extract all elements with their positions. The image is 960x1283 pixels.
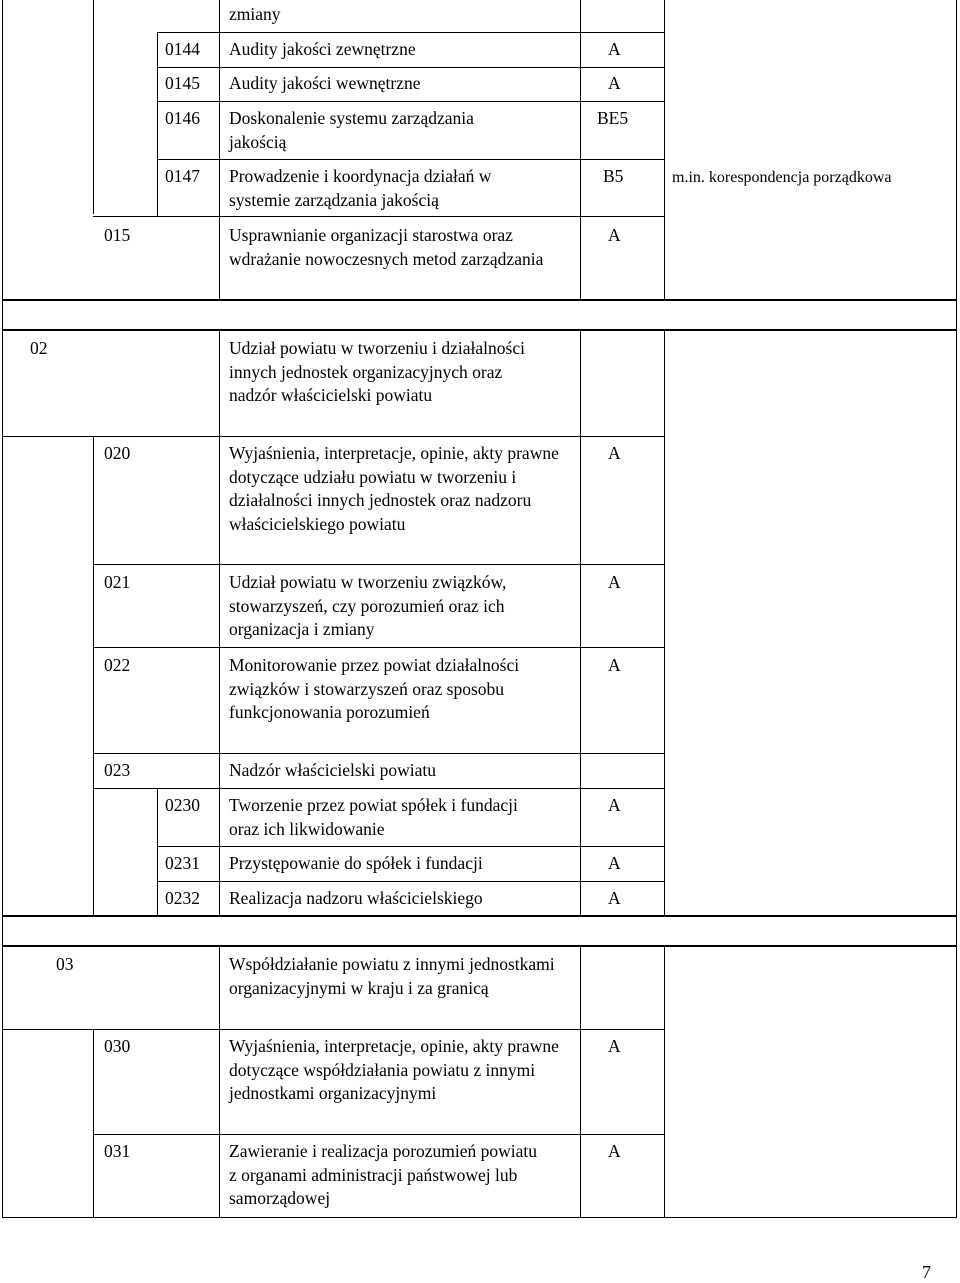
row-code: 020: [104, 443, 131, 463]
row-category: B5: [603, 166, 624, 186]
table-row-line: [157, 101, 665, 102]
table-divider: [580, 0, 581, 300]
table-divider: [93, 1029, 94, 1218]
table-divider: [93, 436, 94, 916]
row-category: A: [608, 655, 621, 675]
table-divider: [664, 946, 665, 1218]
row-code: 022: [104, 655, 131, 675]
table-row-line: [93, 753, 665, 754]
table-row-line: [157, 846, 665, 847]
row-category: A: [608, 225, 621, 245]
row-desc: Przystępowanie do spółek i fundacji: [229, 853, 483, 873]
table-row-line: [93, 647, 665, 648]
table-row-line: [2, 1029, 665, 1030]
row-category: A: [608, 39, 621, 59]
row-desc: Udział powiatu w tworzeniu związków, stowarzyszeń, czy porozumień oraz ich organizacja i zmiany: [229, 572, 507, 639]
row-code: 02: [30, 338, 48, 358]
row-code: 031: [104, 1141, 131, 1161]
row-desc: Audity jakości wewnętrzne: [229, 73, 421, 93]
row-desc: Realizacja nadzoru właścicielskiego: [229, 888, 483, 908]
row-category: A: [608, 443, 621, 463]
row-category: BE5: [597, 108, 629, 128]
table-divider: [580, 330, 581, 916]
table-row-line: [157, 159, 665, 160]
row-code: 0146: [165, 108, 200, 128]
table-divider: [93, 0, 94, 214]
table-divider: [219, 0, 220, 300]
table-divider: [157, 788, 158, 916]
row-code: 030: [104, 1036, 131, 1056]
row-code: 015: [104, 225, 131, 245]
row-note: m.in. korespondencja porządkowa: [672, 169, 892, 186]
row-code: 0145: [165, 73, 200, 93]
table-divider: [664, 330, 665, 916]
page-number: 7: [922, 1262, 931, 1282]
row-category: A: [608, 73, 621, 93]
row-desc: Wyjaśnienia, interpretacje, opinie, akty prawne dotyczące współdziałania powiatu z innymi jednostkami organizacyjnymi: [229, 1036, 559, 1103]
row-desc: Udział powiatu w tworzeniu i działalności innych jednostek organizacyjnych oraz nadzór właścicielski powiatu: [229, 338, 525, 405]
table-divider: [580, 946, 581, 1218]
row-category: A: [608, 853, 621, 873]
row-category: A: [608, 795, 621, 815]
row-code: 021: [104, 572, 131, 592]
section-separator: [2, 300, 957, 330]
table-row-line: [93, 788, 665, 789]
table-row-line: [157, 881, 665, 882]
row-code: 0144: [165, 39, 200, 59]
row-code: 0231: [165, 853, 200, 873]
row-category: A: [608, 1036, 621, 1056]
table-row-line: [93, 1134, 665, 1135]
row-code: 0232: [165, 888, 200, 908]
row-category: A: [608, 888, 621, 908]
table-row-line: [157, 32, 665, 33]
table-row-line: [2, 436, 665, 437]
row-desc: Zawieranie i realizacja porozumień powiatu z organami administracji państwowej lub samorządowej: [229, 1141, 538, 1208]
row-desc: zmiany: [229, 4, 281, 24]
row-desc: Nadzór właścicielski powiatu: [229, 760, 437, 780]
row-desc: Doskonalenie systemu zarządzania jakością: [229, 108, 474, 152]
section-separator: [2, 916, 957, 946]
row-code: 0230: [165, 795, 200, 815]
row-desc: Audity jakości zewnętrzne: [229, 39, 416, 59]
table-divider: [157, 32, 158, 216]
row-code: 0147: [165, 166, 200, 186]
table-row-line: [93, 564, 665, 565]
table-row-line: [93, 216, 665, 217]
row-desc: Usprawnianie organizacji starostwa oraz wdrażanie nowoczesnych metod zarządzania: [229, 225, 544, 269]
table-divider: [219, 946, 220, 1218]
row-desc: Prowadzenie i koordynacja działań w systemie zarządzania jakością: [229, 166, 492, 210]
row-category: A: [608, 572, 621, 592]
row-desc: Tworzenie przez powiat spółek i fundacji oraz ich likwidowanie: [229, 795, 518, 839]
row-code: 03: [56, 954, 74, 974]
row-desc: Wyjaśnienia, interpretacje, opinie, akty prawne dotyczące udziału powiatu w tworzeniu i działalności innych jednostek oraz nadzoru właścicielskiego powiatu: [229, 443, 559, 534]
row-category: A: [608, 1141, 621, 1161]
row-desc: Współdziałanie powiatu z innymi jednostkami organizacyjnymi w kraju i za granicą: [229, 954, 555, 998]
row-desc: Monitorowanie przez powiat działalności związków i stowarzyszeń oraz sposobu funkcjonowania porozumień: [229, 655, 520, 722]
table-divider: [664, 0, 665, 300]
table-row-line: [157, 67, 665, 68]
table-divider: [219, 330, 220, 916]
row-code: 023: [104, 760, 131, 780]
